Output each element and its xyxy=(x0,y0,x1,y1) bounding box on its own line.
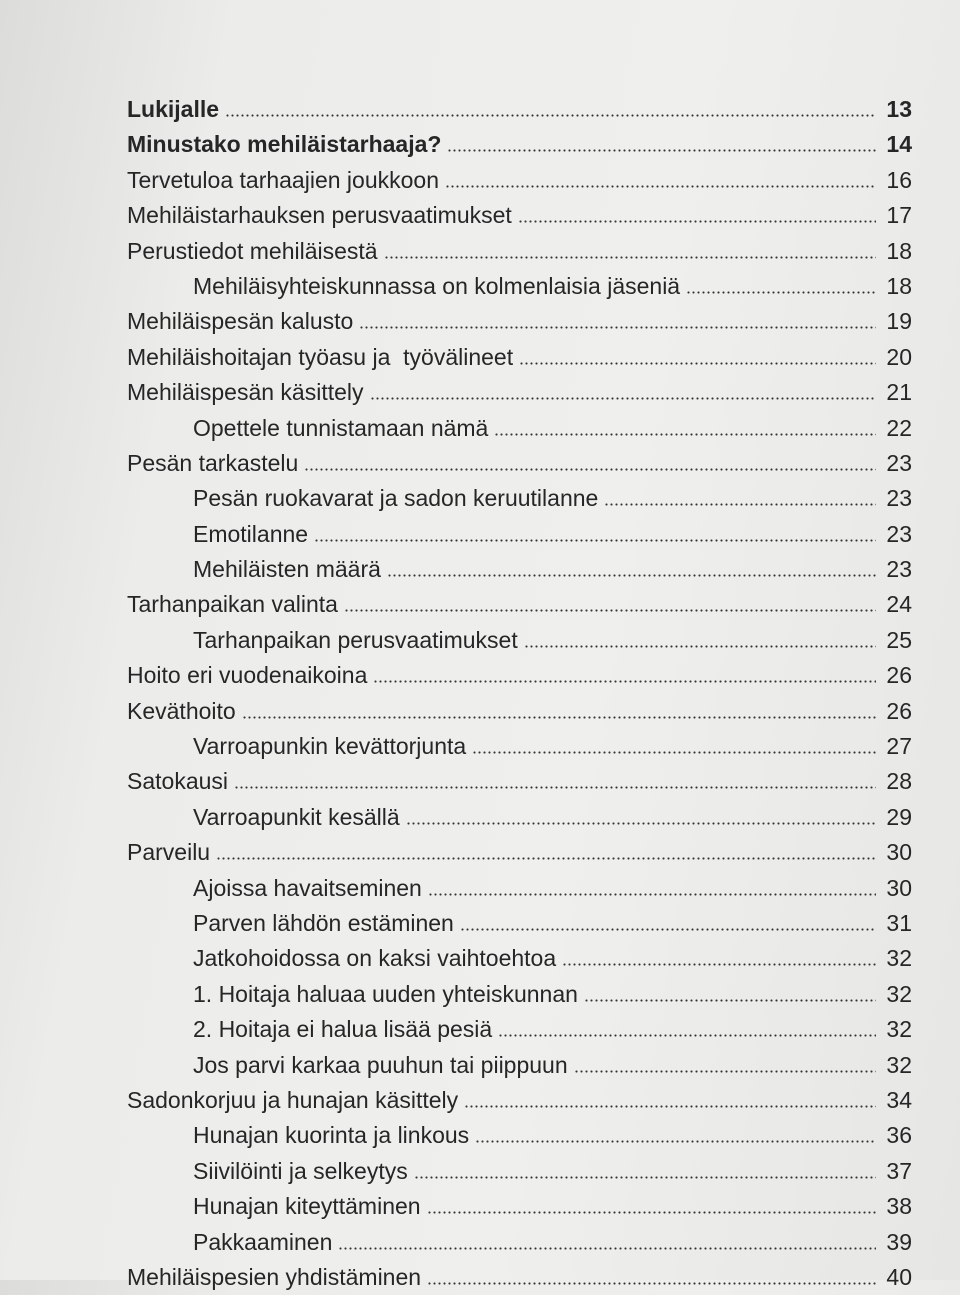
dot-leader xyxy=(373,680,876,683)
toc-entry xyxy=(0,234,960,269)
toc-entry xyxy=(0,977,960,1012)
toc-entry-page: 19 xyxy=(886,308,912,335)
toc-entry-title: Keväthoito xyxy=(127,697,236,724)
toc-entry xyxy=(0,800,960,835)
toc-entry-title: Parveilu xyxy=(127,839,211,866)
toc-entry-page: 30 xyxy=(886,874,912,901)
toc-entry xyxy=(0,517,960,552)
dot-leader xyxy=(562,963,876,966)
dot-leader xyxy=(314,539,876,542)
dot-leader xyxy=(428,893,876,896)
toc-entry-title: Varroapunkit kesällä xyxy=(193,803,400,830)
toc-entry-title: Mehiläispesän kalusto xyxy=(127,308,354,335)
toc-entry-page: 27 xyxy=(886,733,912,760)
toc-entry-title: Mehiläisten määrä xyxy=(193,556,381,583)
dot-leader xyxy=(447,149,876,152)
toc-entry-title: Mehiläisyhteiskunnassa on kolmenlaisia jäseniä xyxy=(193,272,681,299)
toc-entry xyxy=(0,1083,960,1118)
toc-entry-page: 31 xyxy=(886,909,912,936)
toc-entry-page: 23 xyxy=(886,449,912,476)
toc-entry-title: Pesän ruokavarat ja sadon keruutilanne xyxy=(193,485,599,512)
dot-leader xyxy=(225,114,876,117)
toc-entry-page: 23 xyxy=(886,485,912,512)
toc-entry-title: Hunajan kuorinta ja linkous xyxy=(193,1122,470,1149)
toc-entry-page: 26 xyxy=(886,662,912,689)
toc-entry-page: 34 xyxy=(886,1086,912,1113)
toc-entry-title: Parven lähdön estäminen xyxy=(193,909,454,936)
toc-entry-title: 2. Hoitaja ei halua lisää pesiä xyxy=(193,1016,493,1043)
toc-entry xyxy=(0,623,960,658)
dot-leader xyxy=(427,1211,876,1214)
toc-entry-title: Jatkohoidossa on kaksi vaihtoehtoa xyxy=(193,945,557,972)
toc-entry xyxy=(0,835,960,870)
toc-entry-page: 36 xyxy=(886,1122,912,1149)
dot-leader xyxy=(414,1176,876,1179)
toc-entry-page: 32 xyxy=(886,945,912,972)
toc-entry-page: 29 xyxy=(886,803,912,830)
toc-entry xyxy=(0,340,960,375)
toc-entry xyxy=(0,658,960,693)
dot-leader xyxy=(464,1105,876,1108)
toc-entry-title: 1. Hoitaja haluaa uuden yhteiskunnan xyxy=(193,980,578,1007)
dot-leader xyxy=(234,786,876,789)
toc-entry-title: Tarhanpaikan valinta xyxy=(127,591,338,618)
toc-entry-page: 21 xyxy=(886,379,912,406)
toc-entry-page: 18 xyxy=(886,272,912,299)
toc-entry xyxy=(0,729,960,764)
toc-entry-title: Hoito eri vuodenaikoina xyxy=(127,662,368,689)
toc-entry xyxy=(0,446,960,481)
toc-entry xyxy=(0,375,960,410)
dot-leader xyxy=(472,751,876,754)
toc-entry xyxy=(0,941,960,976)
dot-leader xyxy=(460,928,876,931)
toc-entry-title: Mehiläispesien yhdistäminen xyxy=(127,1263,422,1290)
toc-entry-page: 24 xyxy=(886,591,912,618)
dot-leader xyxy=(387,574,876,577)
toc-entry-page: 23 xyxy=(886,520,912,547)
toc-entry-title: Minustako mehiläistarhaaja? xyxy=(127,131,442,158)
toc-entry-page: 32 xyxy=(886,1051,912,1078)
toc-entry-page: 16 xyxy=(886,166,912,193)
dot-leader xyxy=(338,1247,876,1250)
toc-entry xyxy=(0,1012,960,1047)
toc-entry-page: 20 xyxy=(886,343,912,370)
toc-entry-page: 23 xyxy=(886,556,912,583)
toc-entry-title: Hunajan kiteyttäminen xyxy=(193,1193,421,1220)
toc-entry xyxy=(0,694,960,729)
toc-entry-page: 17 xyxy=(886,202,912,229)
toc-entry-page: 40 xyxy=(886,1263,912,1290)
dot-leader xyxy=(216,857,876,860)
toc-entry-title: Jos parvi karkaa puuhun tai piippuun xyxy=(193,1051,568,1078)
toc-entry xyxy=(0,1118,960,1153)
toc-entry-title: Mehiläispesän käsittely xyxy=(127,379,364,406)
toc-entry-title: Tarhanpaikan perusvaatimukset xyxy=(193,626,518,653)
toc-entry-page: 25 xyxy=(886,626,912,653)
toc-entry-title: Pesän tarkastelu xyxy=(127,449,299,476)
dot-leader xyxy=(518,220,876,223)
toc-entry xyxy=(0,764,960,799)
dot-leader xyxy=(494,433,876,436)
toc-entry xyxy=(0,92,960,127)
toc-entry xyxy=(0,1225,960,1260)
toc-entry-title: Perustiedot mehiläisestä xyxy=(127,237,378,264)
toc-entry xyxy=(0,127,960,162)
dot-leader xyxy=(344,609,876,612)
toc-entry-page: 18 xyxy=(886,237,912,264)
dot-leader xyxy=(498,1034,876,1037)
dot-leader xyxy=(427,1282,876,1285)
toc-entry xyxy=(0,1260,960,1295)
toc-entry xyxy=(0,906,960,941)
toc-entry-page: 39 xyxy=(886,1228,912,1255)
toc-entry-page: 38 xyxy=(886,1193,912,1220)
toc-entry-page: 32 xyxy=(886,980,912,1007)
toc-entry xyxy=(0,1048,960,1083)
toc-entry xyxy=(0,411,960,446)
toc-entry-title: Lukijalle xyxy=(127,96,220,122)
toc-entry-title: Siivilöinti ja selkeytys xyxy=(193,1157,408,1184)
dot-leader xyxy=(445,185,876,188)
toc-entry-page: 30 xyxy=(886,839,912,866)
dot-leader xyxy=(524,645,876,648)
toc-entry-page: 26 xyxy=(886,697,912,724)
dot-leader xyxy=(519,362,876,365)
table-of-contents xyxy=(0,92,960,1295)
toc-entry xyxy=(0,163,960,198)
toc-entry xyxy=(0,552,960,587)
toc-entry xyxy=(0,1154,960,1189)
toc-entry xyxy=(0,871,960,906)
toc-entry-page: 14 xyxy=(886,131,912,158)
toc-entry-page: 32 xyxy=(886,1016,912,1043)
dot-leader xyxy=(304,468,876,471)
toc-entry xyxy=(0,587,960,622)
dot-leader xyxy=(574,1070,876,1073)
dot-leader xyxy=(604,503,876,506)
dot-leader xyxy=(384,256,876,259)
dot-leader xyxy=(584,999,876,1002)
toc-entry-page: 28 xyxy=(886,768,912,795)
toc-entry-title: Emotilanne xyxy=(193,520,309,547)
dot-leader xyxy=(686,291,876,294)
toc-entry-title: Ajoissa havaitseminen xyxy=(193,874,422,901)
dot-leader xyxy=(370,397,876,400)
toc-entry xyxy=(0,481,960,516)
toc-entry-title: Sadonkorjuu ja hunajan käsittely xyxy=(127,1086,459,1113)
dot-leader xyxy=(242,716,876,719)
toc-entry-page: 37 xyxy=(886,1157,912,1184)
toc-entry xyxy=(0,198,960,233)
toc-entry-title: Opettele tunnistamaan nämä xyxy=(193,414,489,441)
toc-entry-page: 22 xyxy=(886,414,912,441)
dot-leader xyxy=(359,326,876,329)
toc-entry xyxy=(0,304,960,339)
toc-entry-title: Mehiläistarhauksen perusvaatimukset xyxy=(127,202,512,229)
toc-entry xyxy=(0,269,960,304)
toc-entry xyxy=(0,1189,960,1224)
toc-entry-title: Varroapunkin kevättorjunta xyxy=(193,733,467,760)
toc-entry-title: Tervetuloa tarhaajien joukkoon xyxy=(127,166,439,193)
dot-leader xyxy=(406,822,876,825)
toc-entry-page: 13 xyxy=(886,96,912,122)
toc-entry-title: Pakkaaminen xyxy=(193,1228,333,1255)
dot-leader xyxy=(475,1140,876,1143)
toc-entry-title: Mehiläishoitajan työasu ja työvälineet xyxy=(127,343,514,370)
toc-entry-title: Satokausi xyxy=(127,768,229,795)
